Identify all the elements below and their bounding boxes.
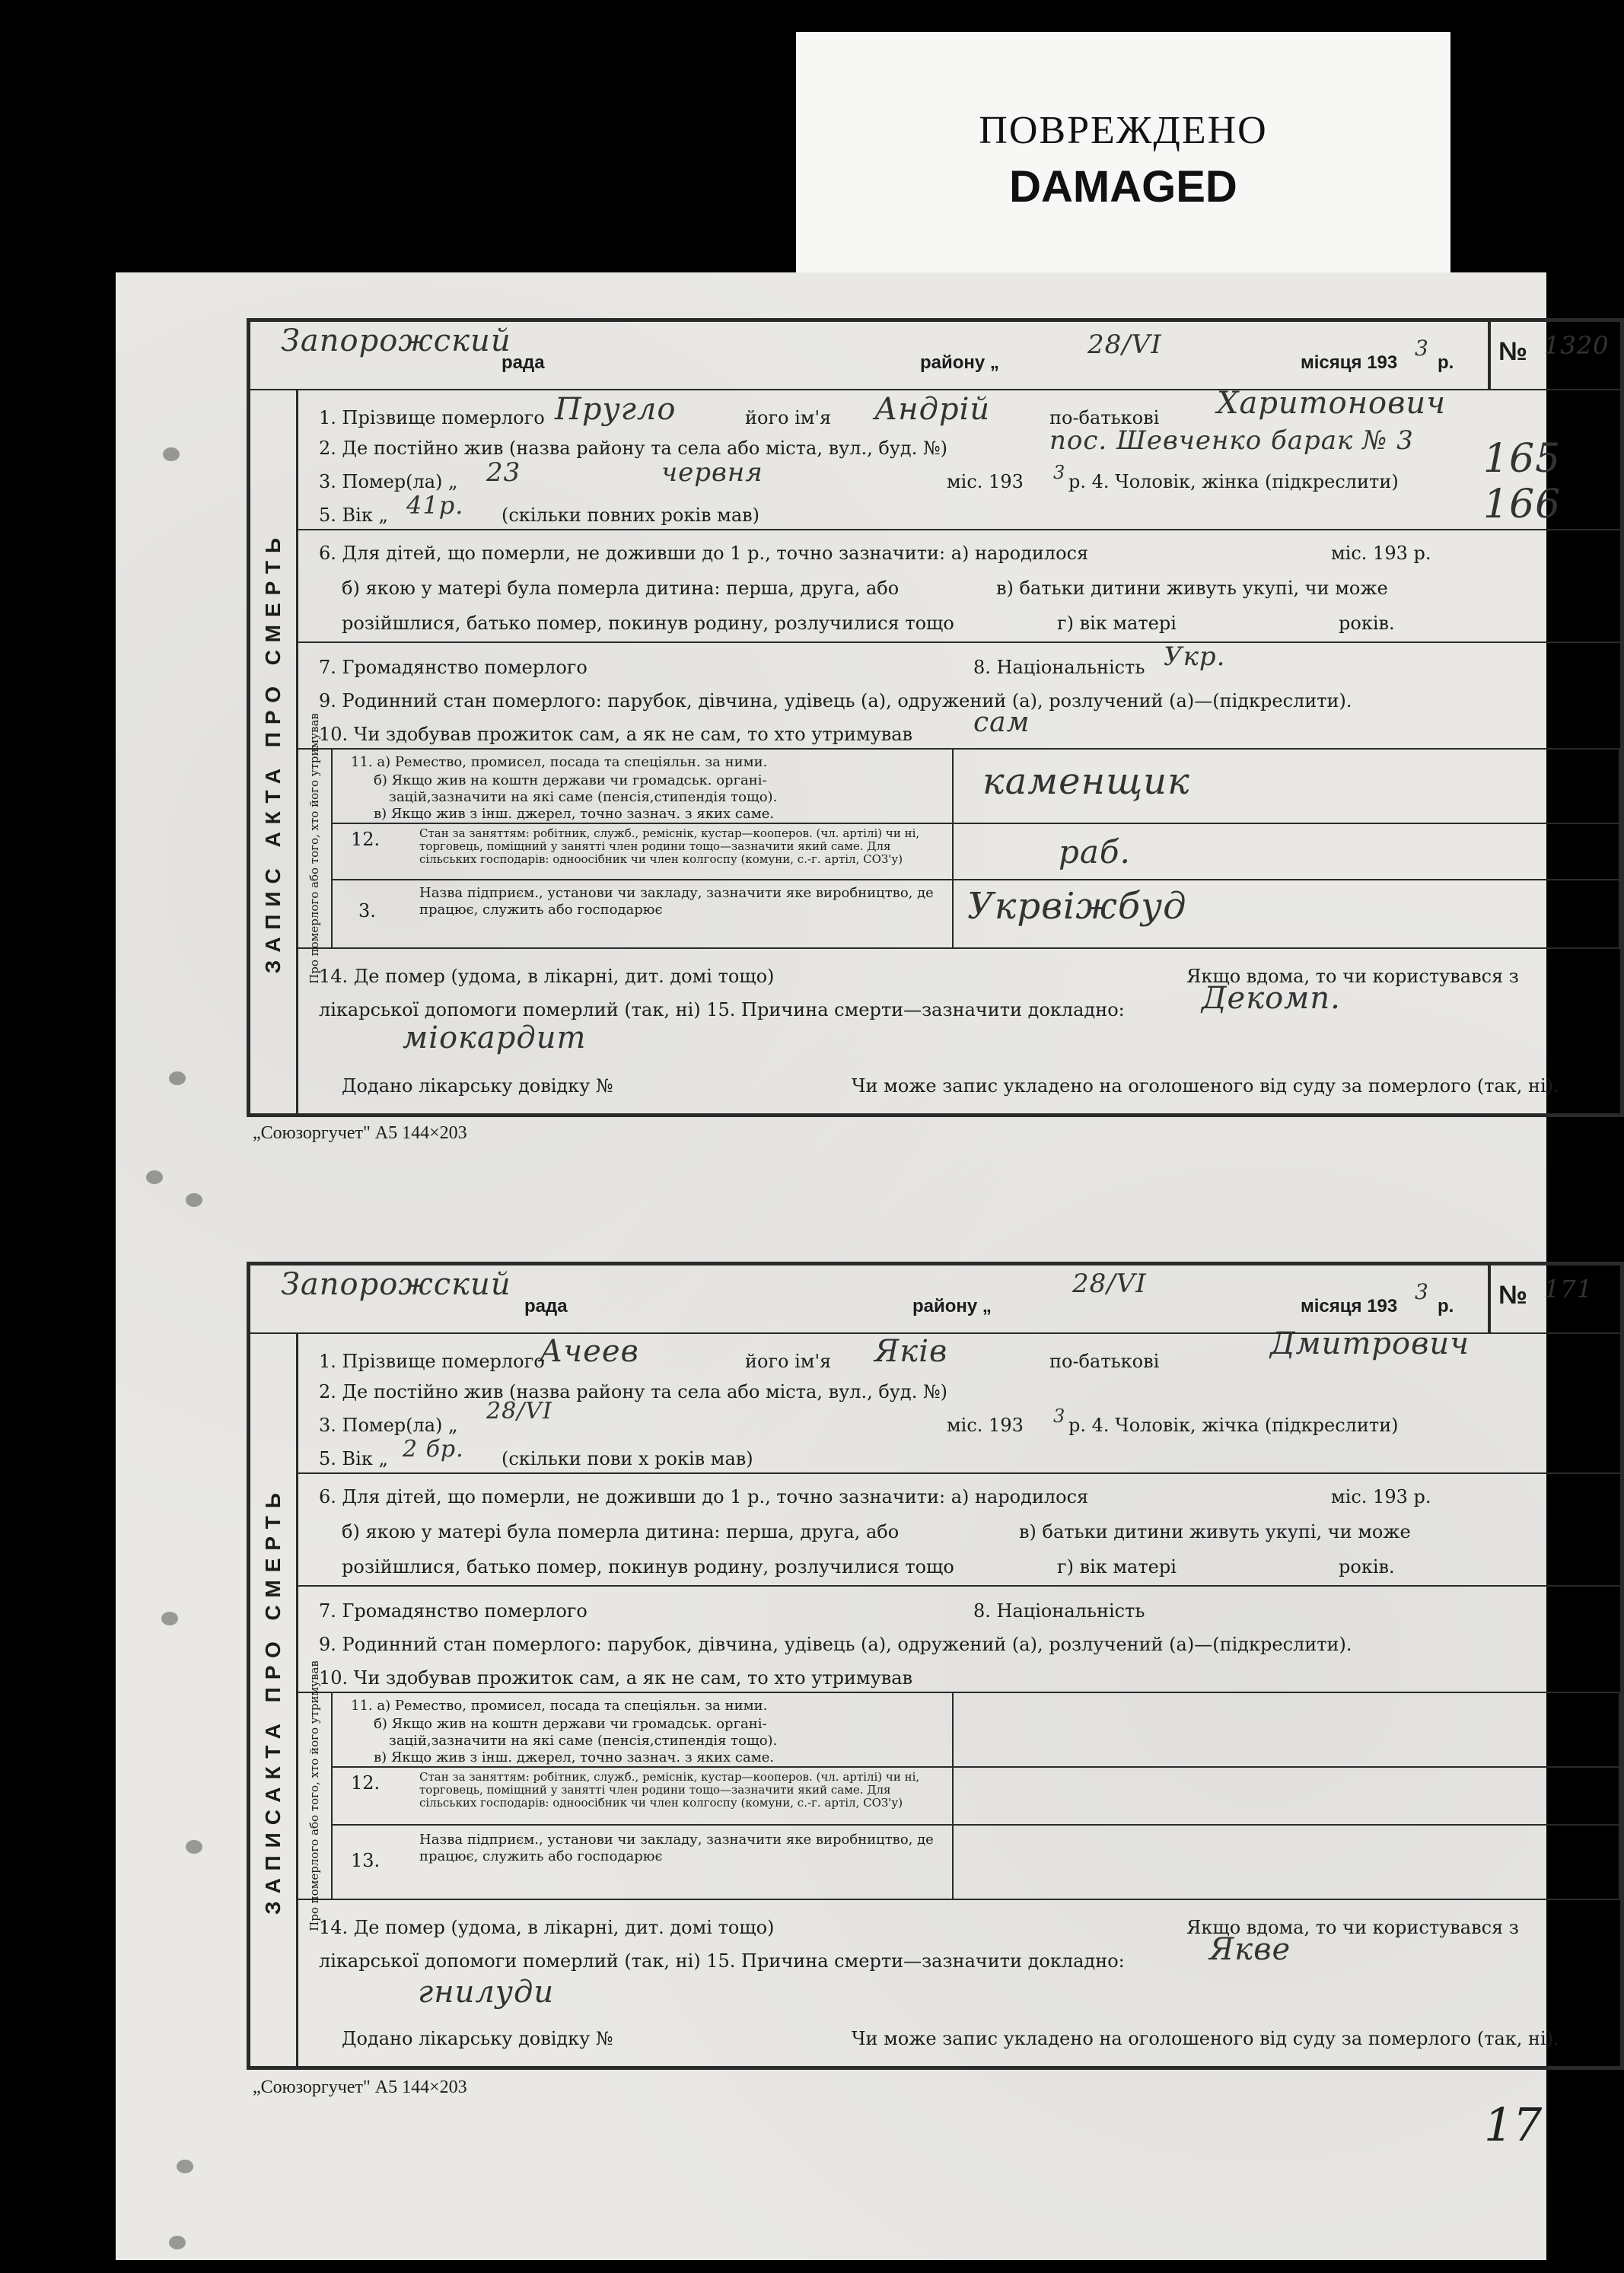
age-note: (скільки пови х років мав) [502, 1448, 753, 1469]
death-month: червня [661, 457, 763, 488]
status-label: Стан за заняттям: робітник, служб., реміснік, кустар—кооперов. (чл. артілі) чи ні, торговець, поміщний у занятті член родини тощо—зазначити який саме. Для сільських господарів: одноосібник чи член колгоспу (комуни, с.-г. артіл, СОЗ'у) [419, 1770, 920, 1810]
workplace-label: Назва підприєм., установи чи закладу, зазначити яке виробництво, де працює, служить або господарює [419, 885, 934, 918]
side-title: ЗАПИС АКТА ПРО СМЕРТЬ [250, 390, 298, 1113]
patronymic: Дмитрович [1270, 1326, 1470, 1361]
occupation-a-label: 11. а) Ремество, промисел, посада та спеціяльн. за ними. [351, 1698, 768, 1714]
years-label: років. [1339, 1556, 1395, 1577]
residence-label: 2. Де постійно жив (назва району та села або міста, вул., буд. №) [319, 1381, 948, 1402]
nationality-label: 8. Національність [973, 1600, 1145, 1622]
support: сам [973, 707, 1030, 738]
punch-hole [186, 1840, 202, 1854]
surname: Ачеев [540, 1334, 639, 1369]
first-name: Андрій [874, 392, 991, 427]
court-label: Чи може запис укладено на оголошеного від суду за померлого (так, ні). [852, 2028, 1559, 2049]
damaged-stamp [796, 32, 1450, 283]
patronymic-label: по-батькові [1049, 1351, 1160, 1372]
first-name: Яків [874, 1334, 948, 1369]
number-sign: № [1498, 1281, 1527, 1310]
age: 2 бр. [403, 1436, 464, 1463]
support-label: 10. Чи здобував прожиток сам, а як не сам, то хто утримував [319, 1667, 913, 1689]
parents-status-label: розійшлися, батько помер, покинув родину, розлучилися тощо [342, 1556, 954, 1577]
at-home-label: Якщо вдома, то чи користувався з [1186, 966, 1519, 987]
age: 41р. [406, 491, 464, 520]
death-year-digit: 3 [1053, 462, 1066, 483]
cause-label: лікарської допомоги померлий (так, ні) 15. Причина смерти—зазначити докладно: [319, 1950, 1125, 1972]
council-handwritten: Запорожский [281, 1267, 511, 1302]
divider [296, 1585, 1620, 1587]
court-label: Чи може запис укладено на оголошеного від суду за померлого (так, ні). [852, 1075, 1559, 1097]
rada-label: рада [502, 352, 545, 373]
support-label: 10. Чи здобував прожиток сам, а як не сам, то хто утримував [319, 724, 913, 745]
punch-hole [177, 2160, 193, 2173]
workplace-label: Назва підприєм., установи чи закладу, зазначити яке виробництво, де працює, служить або господарює [419, 1832, 934, 1864]
death-record-form-1 [247, 318, 1624, 1117]
residence-label: 2. Де постійно жив (назва району та села або міста, вул., буд. №) [319, 438, 948, 459]
age-label: 5. Вік „ [319, 505, 388, 526]
death-record-form-2 [247, 1262, 1624, 2070]
death-date-label: 3. Помер(ла) „ [319, 1415, 458, 1436]
form-footer-2: „Союзоргучет" А5 144×203 [253, 2077, 467, 2097]
record-number-box [1488, 322, 1620, 389]
mother-age-label: г) вік матері [1057, 1556, 1177, 1577]
sex-label: р. 4. Чоловік, жінка (підкреслити) [1068, 471, 1399, 492]
rada-label: рада [524, 1296, 568, 1316]
year-digit: 3 [1415, 336, 1429, 361]
death-place-label: 14. Де помер (удома, в лікарні, дит. домі тощо) [319, 1917, 775, 1938]
mother-age-label: г) вік матері [1057, 613, 1177, 634]
workplace-number: 13. [351, 1850, 381, 1871]
nationality: Укр. [1164, 641, 1226, 672]
sub-side-label: Про померлого або того, хто його утримував [307, 713, 321, 984]
death-year-digit: 3 [1053, 1406, 1066, 1427]
age-label: 5. Вік „ [319, 1448, 388, 1469]
parents-label: в) батьки дитини живуть укупі, чи може [1019, 1521, 1411, 1542]
raion-date-handwritten: 28/VI [1072, 1269, 1147, 1299]
year-suffix: р. [1438, 352, 1454, 373]
document-page [116, 272, 1610, 2260]
raion-date-handwritten: 28/VI [1087, 329, 1162, 360]
citizenship-label: 7. Громадянство померлого [319, 1600, 588, 1622]
month-label: місяця 193 [1301, 352, 1398, 373]
cause-of-death: Якве [1209, 1932, 1291, 1967]
stamp-english: DAMAGED [1009, 162, 1237, 212]
child-order-label: б) якою у матері була померла дитина: перша, друга, або [342, 1521, 900, 1542]
cause-of-death-2: гнилуди [418, 1975, 555, 2010]
death-date: 28/VI [486, 1398, 552, 1425]
form-header [250, 1265, 1620, 1334]
raionu-label: району „ [912, 1296, 992, 1316]
page-number: 17 [1484, 2099, 1543, 2152]
occupation: каменщик [982, 760, 1190, 803]
side-title: ЗАПИСАКТА ПРО СМЕРТЬ [250, 1334, 298, 2066]
form-header [250, 322, 1620, 390]
workplace-number: 3. [358, 900, 376, 922]
punch-hole [169, 1071, 186, 1085]
name-label: його ім'я [745, 1351, 832, 1372]
punch-hole [161, 1612, 178, 1625]
divider [296, 641, 1620, 643]
cause-of-death: Декомп. [1202, 981, 1341, 1016]
marital-label: 9. Родинний стан померлого: парубок, дівчина, удівець (а), одружений (а), розлучений (а)—(підкреслити). [319, 690, 1352, 712]
certificate-label: Додано лікарську довідку № [342, 2028, 613, 2049]
occupation-a-label: 11. а) Ремество, промисел, посада та спеціяльн. за ними. [351, 754, 768, 770]
patronymic-label: по-батькові [1049, 407, 1160, 428]
certificate-label: Додано лікарську довідку № [342, 1075, 613, 1097]
record-number-box [1488, 1265, 1620, 1332]
surname-label: 1. Прізвище померлого [319, 1351, 545, 1372]
form-footer-1: „Союзоргучет" А5 144×203 [253, 1123, 467, 1143]
workplace: Укрвіжбуд [967, 885, 1187, 928]
child-born-end: міс. 193 р. [1331, 1486, 1431, 1507]
punch-hole [169, 2236, 186, 2249]
council-handwritten: Запорожский [281, 323, 511, 358]
record-number: 1320 [1544, 331, 1610, 360]
status: раб. [1059, 833, 1131, 871]
patronymic: Харитонович [1217, 386, 1447, 421]
marital-label: 9. Родинний стан померлого: парубок, дівчина, удівець (а), одружений (а), розлучений (а)—(підкреслити). [319, 1634, 1352, 1655]
status-number: 12. [351, 1772, 381, 1794]
child-order-label: б) якою у матері була померла дитина: перша, друга, або [342, 578, 900, 599]
child-born-label: 6. Для дітей, що померли, не доживши до 1 р., точно зазначити: а) народилося [319, 1486, 1089, 1507]
parents-status-label: розійшлися, батько помер, покинув родину, розлучилися тощо [342, 613, 954, 634]
death-date-label: 3. Помер(ла) „ [319, 471, 458, 492]
occupation-b2-label: зацій,зазначити на які саме (пенсія,стипендія тощо). [389, 1733, 778, 1749]
death-day: 23 [486, 457, 521, 488]
years-label: років. [1339, 613, 1395, 634]
sub-side-label: Про померлого або того, хто його утримував [307, 1660, 321, 1931]
cause-of-death-2: міокардит [403, 1020, 587, 1055]
residence: пос. Шевченко барак № 3 [1049, 425, 1414, 456]
occupation-c-label: в) Якщо жив з інш. джерел, точно зазнач. з яких саме. [374, 806, 775, 822]
occupation-c-label: в) Якщо жив з інш. джерел, точно зазнач. з яких саме. [374, 1749, 775, 1765]
death-year-label: міс. 193 [947, 1415, 1024, 1436]
occupation-b-label: б) Якщо жив на коштн держави чи громадськ. органі- [374, 772, 767, 788]
year-digit: 3 [1415, 1279, 1429, 1304]
number-sign: № [1498, 337, 1527, 366]
divider [296, 1472, 1620, 1474]
status-label: Стан за заняттям: робітник, служб., реміснік, кустар—кооперов. (чл. артілі) чи ні, торговець, поміщний у занятті член родини тощо—зазначити який саме. Для сільських господарів: одноосібник чи член колгоспу (комуни, с.-г. артіл, СОЗ'у) [419, 826, 920, 866]
occupation-b2-label: зацій,зазначити на які саме (пенсія,стипендія тощо). [389, 789, 778, 805]
surname-label: 1. Прізвище померлого [319, 407, 545, 428]
sex-label: р. 4. Чоловік, жічка (підкреслити) [1068, 1415, 1399, 1436]
divider [296, 529, 1620, 530]
punch-hole [186, 1193, 202, 1207]
age-note: (скільки повних років мав) [502, 505, 760, 526]
punch-hole [146, 1170, 163, 1184]
name-label: його ім'я [745, 407, 832, 428]
parents-label: в) батьки дитини живуть укупі, чи може [996, 578, 1388, 599]
margin-note: 165 166 [1483, 436, 1562, 527]
month-label: місяця 193 [1301, 1296, 1398, 1316]
at-home-label: Якщо вдома, то чи користувався з [1186, 1917, 1519, 1938]
punch-hole [163, 447, 180, 461]
nationality-label: 8. Національність [973, 657, 1145, 678]
citizenship-label: 7. Громадянство померлого [319, 657, 588, 678]
record-number: 171 [1544, 1275, 1594, 1304]
stamp-ukrainian: ПОВРЕЖДЕНО [979, 109, 1268, 152]
child-born-label: 6. Для дітей, що померли, не доживши до 1 р., точно зазначити: а) народилося [319, 543, 1089, 564]
raionu-label: району „ [920, 352, 999, 373]
cause-label: лікарської допомоги померлий (так, ні) 15. Причина смерти—зазначити докладно: [319, 999, 1125, 1020]
year-suffix: р. [1438, 1296, 1454, 1316]
death-year-label: міс. 193 [947, 471, 1024, 492]
surname: Пругло [555, 392, 677, 427]
occupation-b-label: б) Якщо жив на коштн держави чи громадськ. органі- [374, 1716, 767, 1732]
status-number: 12. [351, 829, 381, 850]
child-born-end: міс. 193 р. [1331, 543, 1431, 564]
death-place-label: 14. Де помер (удома, в лікарні, дит. домі тощо) [319, 966, 775, 987]
